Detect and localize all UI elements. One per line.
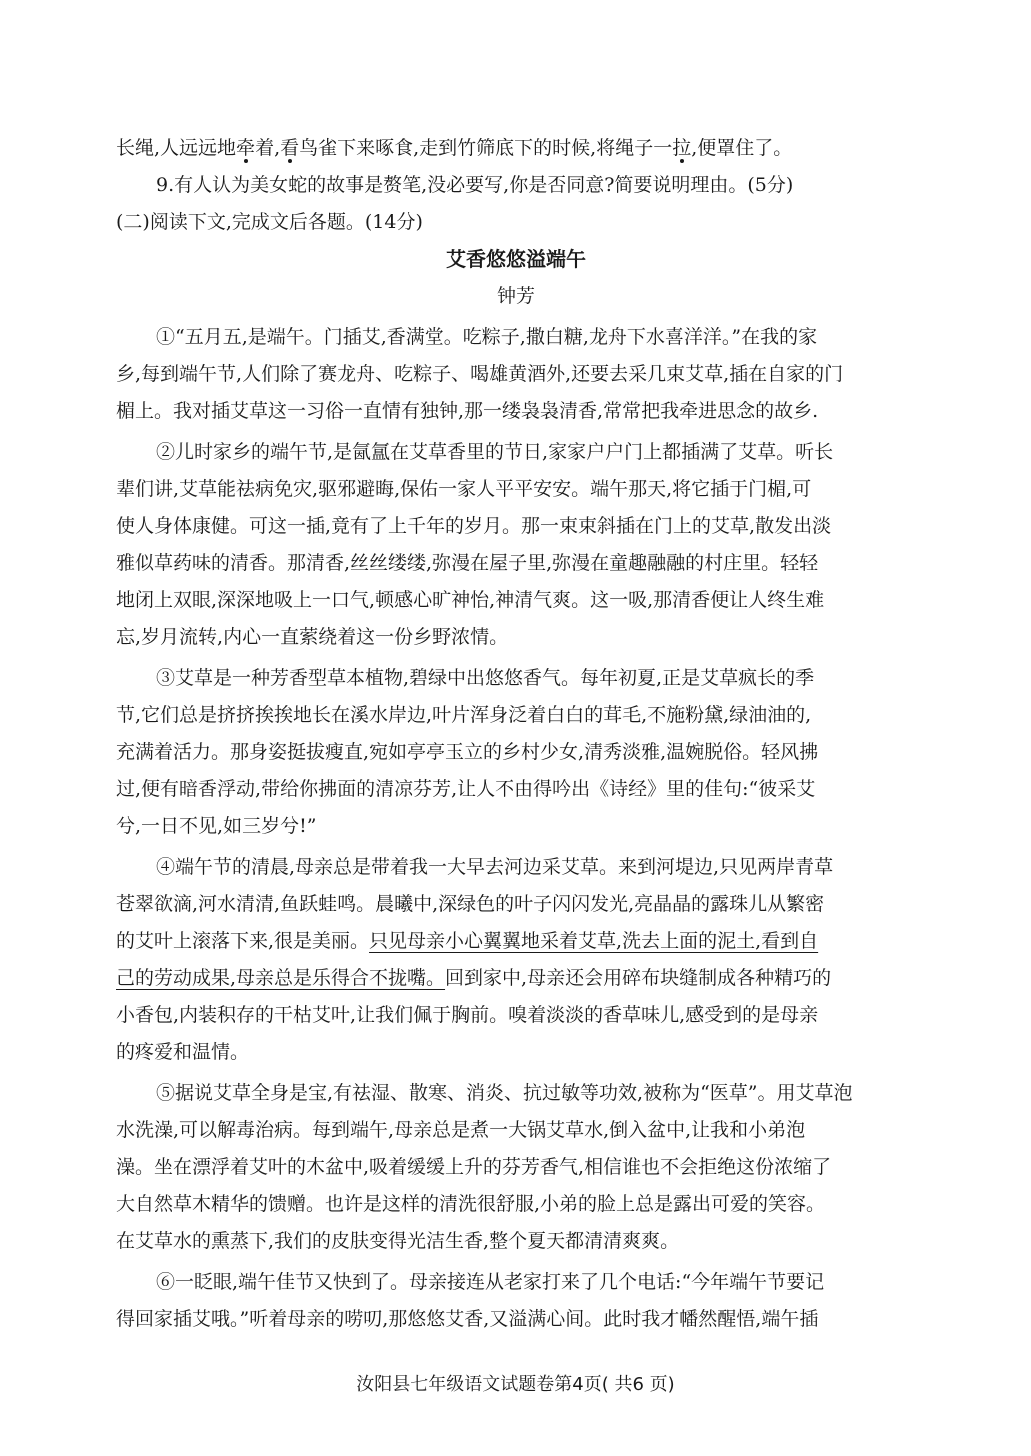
text-line: 得回家插艾哦。”听着母亲的唠叨,那悠悠艾香,又溢满心间。此时我才幡然醒悟,端午插 <box>116 1308 819 1330</box>
text-line: 节,它们总是挤挤挨挨地长在溪水岸边,叶片浑身泛着白白的茸毛,不施粉黛,绿油油的, <box>116 704 812 726</box>
article-author: 钟芳 <box>496 285 535 307</box>
text-line: ④端午节的清晨,母亲总是带着我一大早去河边采艾草。来到河堤边,只见两岸青草 <box>156 856 834 878</box>
text-line: 在艾草水的熏蒸下,我们的皮肤变得光洁生香,整个夏天都清清爽爽。 <box>116 1230 680 1252</box>
question-9: 9.有人认为美女蛇的故事是赘笔,没必要写,你是否同意?简要说明理由。(5分) <box>156 174 794 196</box>
text-line: 小香包,内装积存的干枯艾叶,让我们佩于胸前。嗅着淡淡的香草味儿,感受到的是母亲 <box>116 1004 819 1026</box>
paragraph-5 <box>116 1075 916 1260</box>
paragraph-3 <box>116 660 916 845</box>
article-title: 艾香悠悠溢端午 <box>446 247 586 271</box>
text-line: 苍翠欲滴,河水清清,鱼跃蛙鸣。晨曦中,深绿色的叶子闪闪发光,亮晶晶的露珠儿从繁密 <box>116 893 825 915</box>
paragraph-1 <box>116 319 916 430</box>
text-line: 辈们讲,艾草能祛病免灾,驱邪避晦,保佑一家人平平安安。端午那天,将它插于门楣,可 <box>116 478 812 500</box>
text-line: ⑤据说艾草全身是宝,有祛湿、散寒、消炎、抗过敏等功效,被称为“医草”。用艾草泡 <box>156 1082 853 1104</box>
underlined-sentence: 己的劳动成果,母亲总是乐得合不拢嘴。 <box>116 967 446 989</box>
continuation-line: 长绳,人远远地牵着,看鸟雀下来啄食,走到竹筛底下的时候,将绳子一拉,便罩住了。 <box>116 137 793 159</box>
exam-page <box>116 130 916 1338</box>
page-footer: 汝阳县七年级语文试题卷第4页( 共6 页) <box>356 1374 675 1395</box>
text-line: 雅似草药味的清香。那清香,丝丝缕缕,弥漫在屋子里,弥漫在童趣融融的村庄里。轻轻 <box>116 552 819 574</box>
text-line: 忘,岁月流转,内心一直萦绕着这一份乡野浓情。 <box>116 626 509 648</box>
emphasis-char: 看 <box>280 137 300 159</box>
text-line: 大自然草木精华的馈赠。也许是这样的清洗很舒服,小弟的脸上总是露出可爱的笑容。 <box>116 1193 826 1215</box>
text-line: 的艾叶上滚落下来,很是美丽。只见母亲小心翼翼地采着艾草,洗去上面的泥土,看到自 <box>116 930 819 952</box>
text-line: 乡,每到端午节,人们除了赛龙舟、吃粽子、喝雄黄酒外,还要去采几束艾草,插在自家的门 <box>116 363 844 385</box>
text-line: 充满着活力。那身姿挺拔瘦直,宛如亭亭玉立的乡村少女,清秀淡雅,温婉脱俗。轻风拂 <box>116 741 819 763</box>
text-line: 过,便有暗香浮动,带给你拂面的清凉芬芳,让人不由得吟出《诗经》里的佳句:“彼采艾 <box>116 778 816 800</box>
section-heading: (二)阅读下文,完成文后各题。(14分) <box>116 211 423 233</box>
underlined-sentence: 只见母亲小心翼翼地采着艾草,洗去上面的泥土,看到自 <box>369 930 819 952</box>
text-line: 使人身体康健。可这一插,竟有了上千年的岁月。那一束束斜插在门上的艾草,散发出淡 <box>116 515 832 537</box>
paragraph-4 <box>116 849 916 1071</box>
text-line: ⑥一眨眼,端午佳节又快到了。母亲接连从老家打来了几个电话:“今年端午节要记 <box>156 1271 825 1293</box>
text-line: 的疼爱和温情。 <box>116 1041 250 1063</box>
paragraph-6 <box>116 1264 916 1338</box>
text-line: 地闭上双眼,深深地吸上一口气,顿感心旷神怡,神清气爽。这一吸,那清香便让人终生难 <box>116 589 825 611</box>
text-line: 澡。坐在漂浮着艾叶的木盆中,吸着缓缓上升的芬芳香气,相信谁也不会拒绝这份浓缩了 <box>116 1156 832 1178</box>
text-line: ③艾草是一种芳香型草本植物,碧绿中出悠悠香气。每年初夏,正是艾草疯长的季 <box>156 667 815 689</box>
emphasis-char: 牵 <box>236 137 256 159</box>
text-line: 水洗澡,可以解毒治病。每到端午,母亲总是煮一大锅艾草水,倒入盆中,让我和小弟泡 <box>116 1119 806 1141</box>
text-line: ①“五月五,是端午。门插艾,香满堂。吃粽子,撒白糖,龙舟下水喜洋洋。”在我的家 <box>156 326 818 348</box>
text-line: 兮,一日不见,如三岁兮!” <box>116 815 317 837</box>
emphasis-char: 拉 <box>672 137 692 159</box>
text-line: 楣上。我对插艾草这一习俗一直情有独钟,那一缕袅袅清香,常常把我牵进思念的故乡. <box>116 400 819 422</box>
text-line: ②儿时家乡的端午节,是氤氲在艾草香里的节日,家家户户门上都插满了艾草。听长 <box>156 441 834 463</box>
text-line: 己的劳动成果,母亲总是乐得合不拢嘴。回到家中,母亲还会用碎布块缝制成各种精巧的 <box>116 967 832 989</box>
paragraph-2 <box>116 434 916 656</box>
